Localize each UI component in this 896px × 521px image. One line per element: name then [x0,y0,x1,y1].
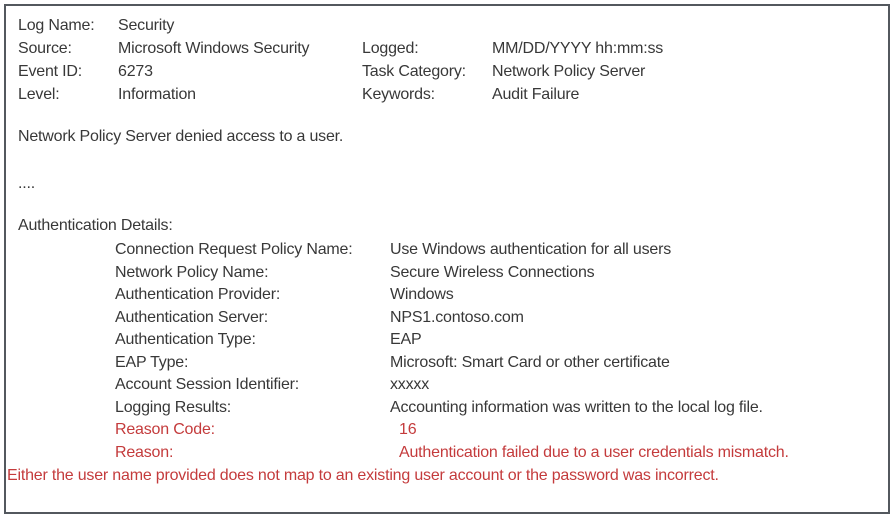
detail-label: Authentication Server: [115,308,269,326]
detail-label: Reason: [115,443,174,461]
detail-row-reason [115,442,874,465]
task-category-label: Task Category: [362,63,466,80]
detail-label: Logging Results: [115,398,231,416]
detail-label: Connection Request Policy Name: [115,241,353,258]
detail-row-network-policy-name [115,262,874,285]
detail-row-account-session-identifier [115,374,874,397]
log-name-value: Security [118,17,175,34]
source-label: Source: [18,40,72,57]
authentication-details-heading: Authentication Details: [18,217,173,234]
detail-label: Authentication Provider: [115,286,281,303]
header-spacer [492,14,874,37]
ellipsis-text: .... [18,175,35,192]
event-log-panel [4,4,890,514]
event-id-value: 6273 [118,63,153,80]
detail-value: Use Windows authentication for all users [390,241,672,258]
detail-label: Reason Code: [115,421,215,438]
level-label: Level: [18,86,60,103]
detail-row-connection-request-policy [115,239,874,262]
detail-label: EAP Type: [115,353,189,371]
event-header [18,14,874,106]
task-category-value: Network Policy Server [492,63,646,80]
keywords-label: Keywords: [362,86,435,103]
detail-row-logging-results [115,397,874,420]
event-id-label: Event ID: [18,63,83,80]
detail-row-authentication-type [115,329,874,352]
detail-row-eap-type [115,352,874,375]
detail-value: xxxxx [390,376,430,393]
detail-value: Microsoft: Smart Card or other certificate [390,353,670,371]
logged-value: MM/DD/YYYY hh:mm:ss [492,40,664,57]
detail-value: NPS1.contoso.com [390,308,524,326]
reason-continuation-text: Either the user name provided does not map to an existing user account or the password was incorrect. [7,467,719,484]
log-name-label: Log Name: [18,17,95,34]
detail-value: Secure Wireless Connections [390,263,595,281]
detail-value: Accounting information was written to the local log file. [390,398,763,416]
detail-row-authentication-provider [115,284,874,307]
event-description: Network Policy Server denied access to a user. [18,128,344,145]
detail-value: EAP [390,331,422,348]
detail-label: Network Policy Name: [115,263,269,281]
detail-row-reason-code [115,419,874,442]
detail-label: Authentication Type: [115,331,256,348]
source-value: Microsoft Windows Security [118,40,310,57]
authentication-details-list [115,239,874,464]
event-log-content [6,6,888,487]
detail-value: Authentication failed due to a user credentials mismatch. [399,443,789,461]
detail-value: 16 [399,421,417,438]
detail-label: Account Session Identifier: [115,376,300,393]
logged-label: Logged: [362,40,419,57]
level-value: Information [118,86,196,103]
detail-value: Windows [390,286,454,303]
detail-row-authentication-server [115,307,874,330]
keywords-value: Audit Failure [492,86,580,103]
header-spacer [362,14,492,37]
